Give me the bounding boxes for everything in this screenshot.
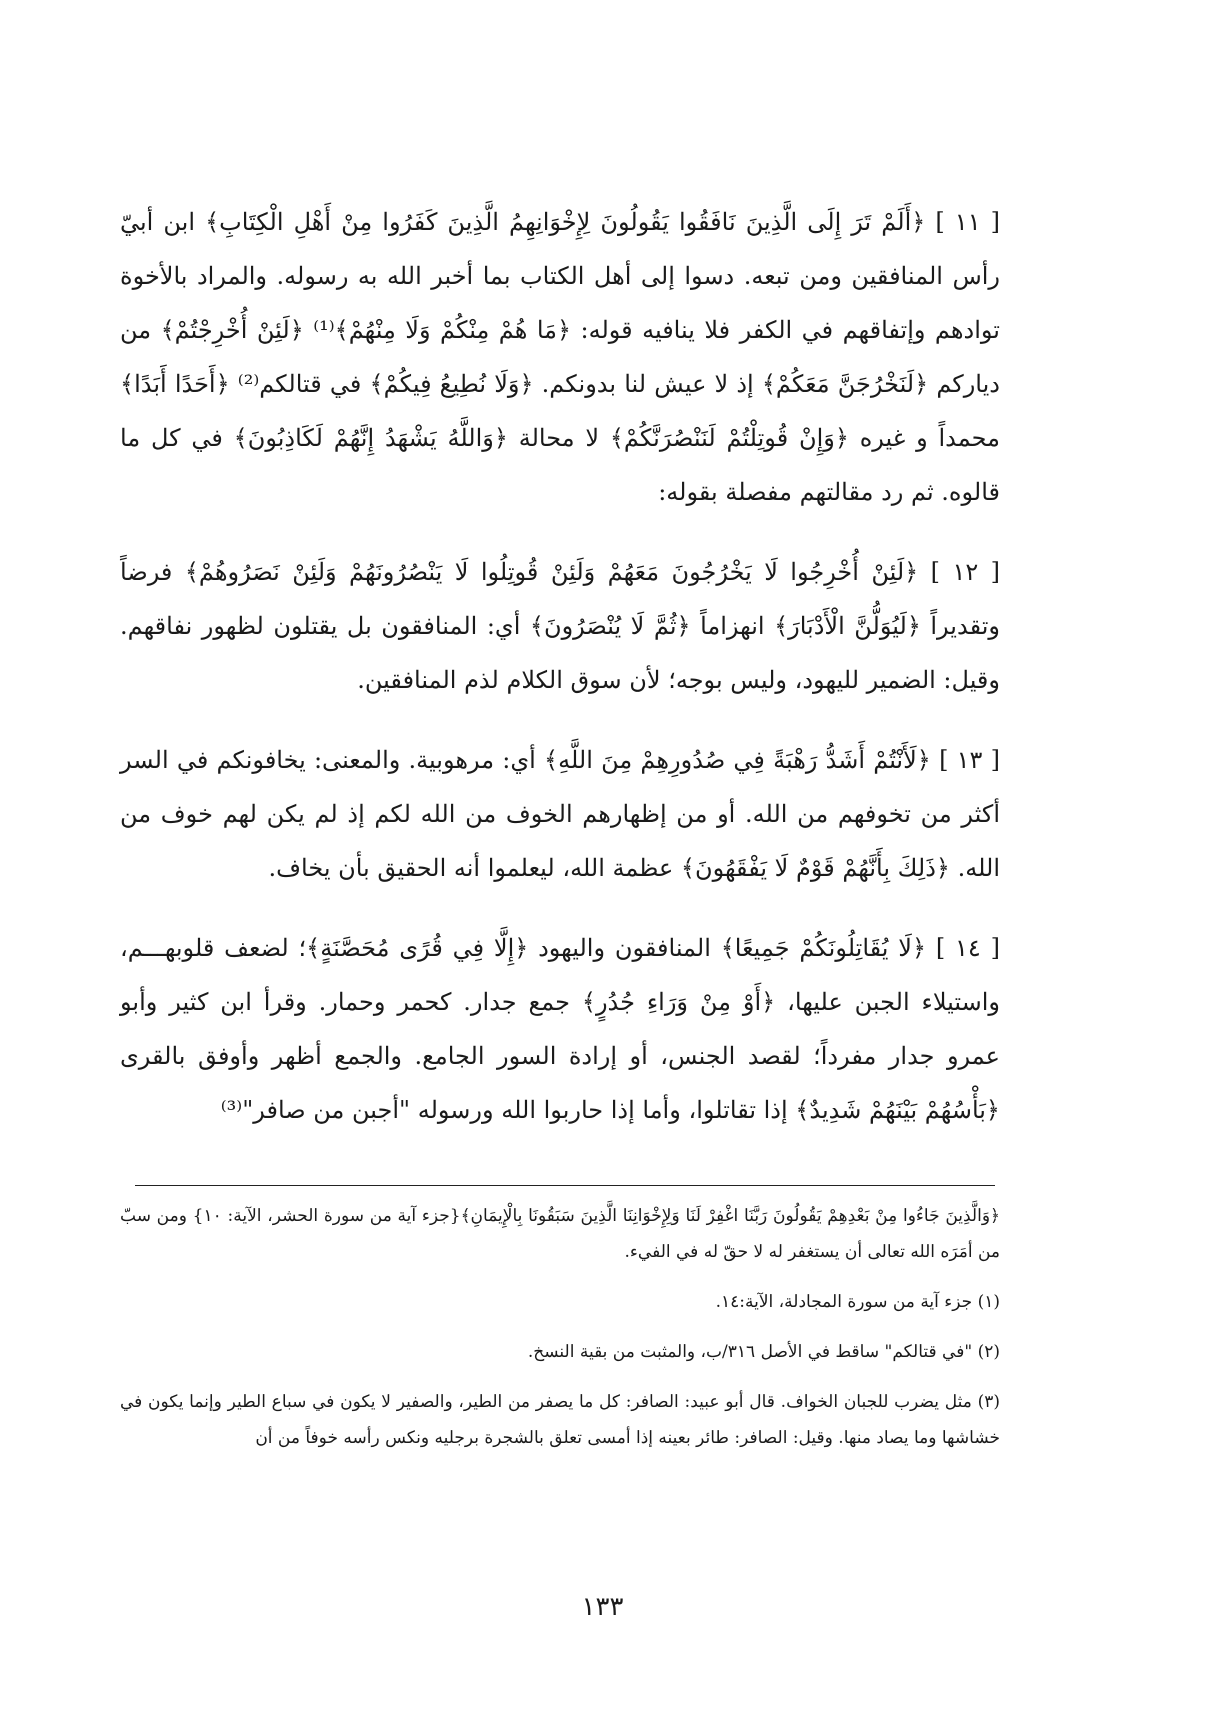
footnote-2: (٢) "في قتالكم" ساقط في الأصل ٣١٦/ب، والمثبت من بقية النسخ. [527,1342,1000,1362]
verse-number: [ ١٤ ] [935,934,1000,962]
footnote-1: (١) جزء آية من سورة المجادلة، الآية:١٤. [715,1292,1000,1312]
main-text [120,195,1000,1137]
footnote-continued: ﴿وَالَّذِينَ جَاءُوا مِنْ بَعْدِهِمْ يَقُولُونَ رَبَّنَا اغْفِرْ لَنَا وَلِإِخْوَانِنَا الَّذِينَ سَبَقُونَا بِالْإِيمَانِ﴾{جزء آية من سورة الحشر، الآية: ١٠} ومن سبّ من أمَرَه الله تعالى أن يستغفر له لا حقّ له في الفيء. [120,1206,1000,1262]
paragraph-14 [120,921,1000,1137]
paragraph-12 [120,545,1000,707]
paragraph-text: ﴿لَأَنْتُمْ أَشَدُّ رَهْبَةً فِي صُدُورِهِمْ مِنَ اللَّهِ﴾ أي: مرهوبية. والمعنى: يخافونكم في السر أكثر من تخوفهم من الله. أو من إظهارهم الخوف من الله لكم إذ لم يكن لهم خوف من الله. ﴿ذَلِكَ بِأَنَّهُمْ قَوْمٌ لَا يَفْقَهُونَ﴾ عظمة الله، ليعلموا أنه الحقيق بأن يخاف. [120,746,1000,882]
paragraph-text: ﴿أَلَمْ تَرَ إِلَى الَّذِينَ نَافَقُوا يَقُولُونَ لِإِخْوَانِهِمُ الَّذِينَ كَفَرُوا مِنْ أَهْلِ الْكِتَابِ﴾ ابن أبيّ رأس المنافقين ومن تبعه. دسوا إلى أهل الكتاب بما أخبر الله به رسوله. والمراد بالأخوة توادهم وإتفاقهم في الكفر فلا ينافيه قوله: ﴿مَا هُمْ مِنْكُمْ وَلَا مِنْهُمْ﴾⁽¹⁾ ﴿لَئِنْ أُخْرِجْتُمْ﴾ من دياركم ﴿لَنَخْرُجَنَّ مَعَكُمْ﴾ إذ لا عيش لنا بدونكم. ﴿وَلَا نُطِيعُ فِيكُمْ﴾ في قتالكم⁽²⁾ ﴿أَحَدًا أَبَدًا﴾ محمداً و غيره ﴿وَإِنْ قُوتِلْتُمْ لَنَنْصُرَنَّكُمْ﴾ لا محالة ﴿وَاللَّهُ يَشْهَدُ إِنَّهُمْ لَكَاذِبُونَ﴾ في كل ما قالوه. ثم رد مقالتهم مفصلة بقوله: [120,208,1000,506]
paragraph-text: ﴿لَا يُقَاتِلُونَكُمْ جَمِيعًا﴾ المنافقون واليهود ﴿إِلَّا فِي قُرًى مُحَصَّنَةٍ﴾؛ لضعف قلوبهـــم، واستيلاء الجبن عليها، ﴿أَوْ مِنْ وَرَاءِ جُدُرٍ﴾ جمع جدار. كحمر وحمار. وقرأ ابن كثير وأبو عمرو جدار مفرداً؛ لقصد الجنس، أو إرادة السور الجامع. والجمع أظهر وأوفق بالقرى ﴿بَأْسُهُمْ بَيْنَهُمْ شَدِيدٌ﴾ إذا تقاتلوا، وأما إذا حاربوا الله ورسوله "أجبن من صافر"⁽³⁾ [120,934,1000,1124]
footnote-divider [135,1185,995,1186]
footnotes [120,1198,1000,1456]
verse-number: [ ١٣ ] [939,746,1001,774]
paragraph-11 [120,195,1000,519]
verse-number: [ ١١ ] [935,208,1000,236]
verse-number: [ ١٢ ] [930,558,1000,586]
footnote-3: (٣) مثل يضرب للجبان الخواف. قال أبو عبيد: الصافر: كل ما يصفر من الطير، والصفير لا يكون في سباع الطير وإنما يكون في خشاشها وما يصاد منها. وقيل: الصافر: طائر بعينه إذا أمسى تعلق بالشجرة برجليه ونكس رأسه خوفاً من أن [120,1392,1000,1448]
page-number: ١٣٣ [581,1592,624,1622]
paragraph-text: ﴿لَئِنْ أُخْرِجُوا لَا يَخْرُجُونَ مَعَهُمْ وَلَئِنْ قُوتِلُوا لَا يَنْصُرُونَهُمْ وَلَئِنْ نَصَرُوهُمْ﴾ فرضاً وتقديراً ﴿لَيُوَلُّنَّ الْأَدْبَارَ﴾ انهزاماً ﴿ثُمَّ لَا يُنْصَرُونَ﴾ أي: المنافقون بل يقتلون لظهور نفاقهم. وقيل: الضمير لليهود، وليس بوجه؛ لأن سوق الكلام لذم المنافقين. [120,558,1000,694]
paragraph-13 [120,733,1000,895]
